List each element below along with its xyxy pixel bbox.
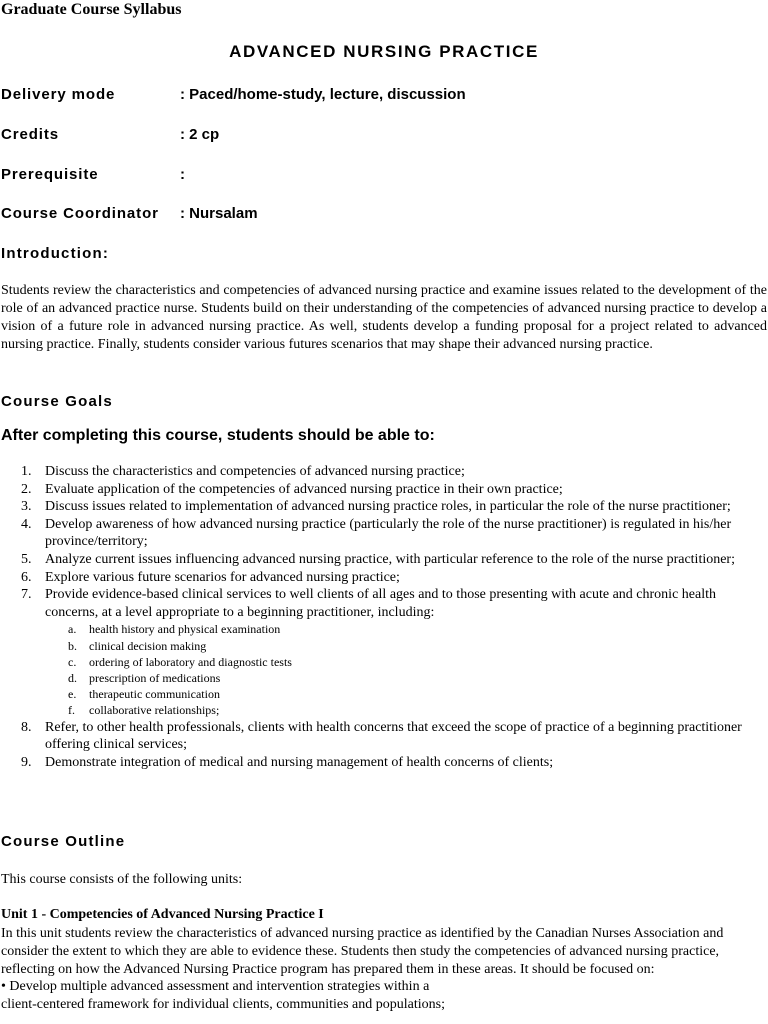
goals-intro: After completing this course, students should be able to: — [1, 427, 435, 444]
sub-item — [45, 702, 768, 718]
introduction-heading: Introduction: — [1, 245, 110, 262]
goal-number: 3. — [21, 499, 32, 515]
goal-number: 9. — [21, 754, 32, 770]
sub-item-letter: d. — [68, 670, 77, 685]
sub-item — [45, 654, 768, 670]
goal-item — [0, 586, 768, 718]
delivery-mode-label: Delivery mode — [1, 86, 116, 103]
sub-item — [45, 670, 768, 686]
goal-text: Analyze current issues influencing advanced nursing practice, with particular reference to the role of the nurse practitioner; — [45, 551, 735, 567]
sub-item-letter: b. — [68, 638, 77, 653]
goal-text: Explore various future scenarios for advanced nursing practice; — [45, 569, 400, 585]
goal-text: Discuss the characteristics and competencies of advanced nursing practice; — [45, 464, 465, 479]
goal-number: 6. — [21, 569, 32, 585]
goal-text: Demonstrate integration of medical and nursing management of health concerns of clients; — [45, 754, 554, 770]
sub-item — [45, 621, 768, 637]
sub-item-text: prescription of medications — [89, 670, 221, 685]
goals-list — [0, 463, 768, 771]
coordinator-label: Course Coordinator — [1, 205, 159, 222]
sub-item-text: collaborative relationships; — [89, 703, 220, 718]
sub-item-text: ordering of laboratory and diagnostic tests — [89, 654, 292, 669]
sub-item — [45, 686, 768, 702]
sub-item-text: health history and physical examination — [89, 622, 281, 637]
sub-item-text: therapeutic communication — [89, 687, 220, 702]
unit-1-heading: Unit 1 - Competencies of Advanced Nursing Practice I — [1, 907, 324, 922]
sub-item-letter: a. — [68, 622, 77, 637]
goal-item — [0, 498, 768, 516]
prerequisite-label: Prerequisite — [1, 166, 99, 183]
goal-item — [0, 463, 768, 481]
sub-item-letter: f. — [68, 703, 75, 718]
goal-item — [0, 551, 768, 569]
unit-1-bullet-line: • Develop multiple advanced assessment and intervention strategies within a — [1, 979, 430, 994]
unit-1-bullet-continuation: client-centered framework for individual clients, communities and populations; — [1, 997, 445, 1012]
unit-1-paragraph: In this unit students review the characteristics of advanced nursing practice as identified by the Canadian Nurses Association and consider the extent to which they are able to evidence these. Students then study the competencies of advanced nursing practice, reflecting on how the Advanced Nursing Practice program has prepared them in these areas. It should be focused on: — [1, 926, 724, 977]
goal-item — [0, 754, 768, 772]
introduction-paragraph: Students review the characteristics and competencies of advanced nursing practice and examine issues related to the development of the role of an advanced practice nurse. Students build on their understanding of the competencies of advanced nursing practice to develop a vision of a future role in advanced nursing practice. As well, students develop a funding proposal for a project related to advanced nursing practice. Finally, students consider various futures scenarios that may shape their advanced nursing practice. — [1, 283, 767, 352]
sub-item-letter: c. — [68, 654, 77, 669]
goal-item — [0, 719, 768, 754]
goal-text: Develop awareness of how advanced nursing practice (particularly the role of the nurse practitioner) is regulated in his/her province/territory; — [45, 516, 732, 550]
clinical-services-sublist — [45, 621, 768, 718]
goal-number: 7. — [21, 587, 32, 603]
goal-number: 5. — [21, 551, 32, 567]
goal-item — [0, 516, 768, 551]
goal-number: 2. — [21, 481, 32, 497]
goal-item — [0, 481, 768, 499]
goal-text: Refer, to other health professionals, clients with health concerns that exceed the scope of practice of a beginning practitioner offering clinical services; — [45, 719, 742, 753]
prerequisite-value: : — [180, 166, 185, 183]
goal-number: 1. — [21, 464, 32, 479]
sub-item-letter: e. — [68, 687, 77, 702]
goal-text: Provide evidence-based clinical services to well clients of all ages and to those presenting with acute and chronic health concerns, at a level appropriate to a beginning practitioner, including: — [45, 587, 716, 620]
coordinator-value: : Nursalam — [180, 205, 258, 222]
goal-number: 8. — [21, 719, 32, 735]
course-outline-heading: Course Outline — [1, 833, 126, 850]
goal-text: Discuss issues related to implementation of advanced nursing practice roles, in particular the role of the nurse practitioner; — [45, 499, 731, 515]
sub-item — [45, 638, 768, 654]
course-goals-heading: Course Goals — [1, 393, 113, 410]
sub-item-text: clinical decision making — [89, 638, 207, 653]
outline-intro: This course consists of the following units: — [1, 872, 243, 887]
document-header: Graduate Course Syllabus — [1, 1, 182, 18]
page-title: ADVANCED NURSING PRACTICE — [229, 42, 539, 61]
goal-number: 4. — [21, 516, 32, 532]
credits-value: : 2 cp — [180, 126, 220, 143]
delivery-mode-value: : Paced/home-study, lecture, discussion — [180, 86, 466, 103]
credits-label: Credits — [1, 126, 59, 143]
goal-item — [0, 569, 768, 587]
goal-text: Evaluate application of the competencies of advanced nursing practice in their own practice; — [45, 481, 563, 497]
